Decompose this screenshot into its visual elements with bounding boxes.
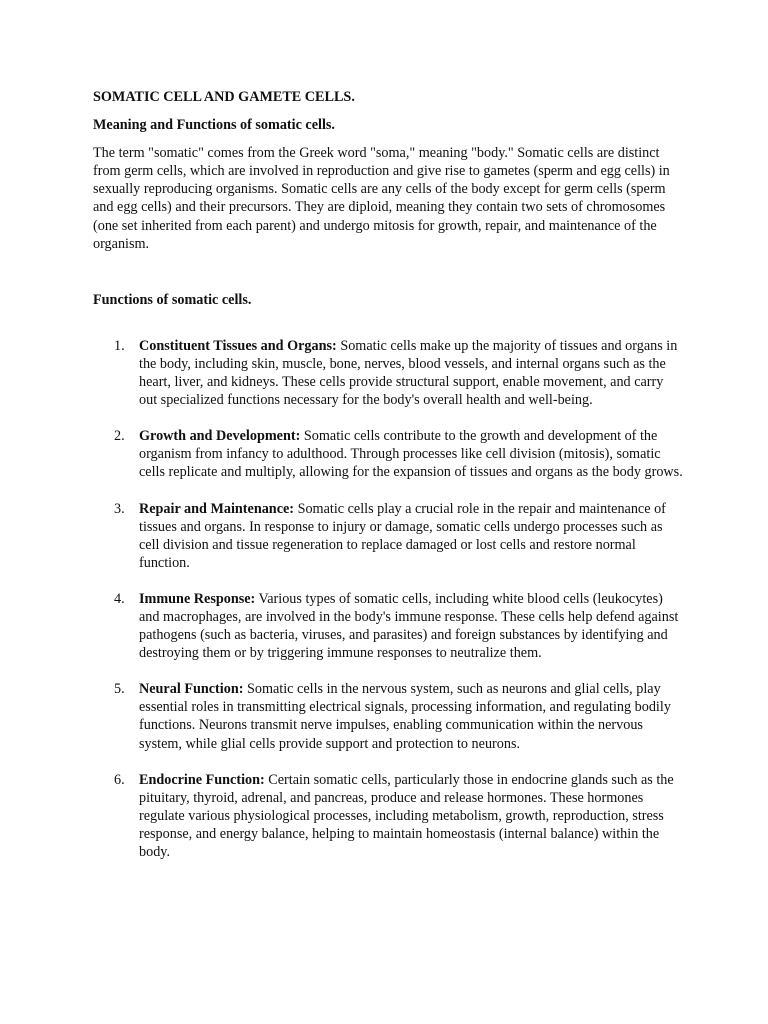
list-item [93, 680, 683, 752]
list-item-text: Somatic cells play a crucial role in the repair and maintenance of tissues and organs. In response to injury or damage, somatic cells undergo processes such as cell division and tissue regeneration to replace damaged or lost cells and restore normal function. [139, 500, 666, 571]
list-item-number: 6. [114, 771, 125, 788]
list-item [93, 771, 683, 861]
intro-paragraph: The term "somatic" comes from the Greek word "soma," meaning "body." Somatic cells are distinct from germ cells, which are involved in reproduction and give rise to gametes (sperm and egg cells) in sexually reproducing organisms. Somatic cells are any cells of the body except for germ cells (sperm and egg cells) and their precursors. They are diploid, meaning they contain two sets of chromosomes (one set inherited from each parent) and undergo mitosis for growth, repair, and maintenance of the organism. [93, 145, 670, 252]
list-item-term: Repair and Maintenance: [139, 500, 295, 517]
list-item-text: Somatic cells in the nervous system, such as neurons and glial cells, play essential roles in transmitting electrical signals, processing information, and regulating bodily functions. Neurons transmit nerve impulses, enabling communication within the nervous system, while glial cells provide support and protection to neurons. [139, 681, 671, 752]
list-item [93, 337, 683, 409]
functions-list [93, 337, 683, 861]
document-title: SOMATIC CELL AND GAMETE CELLS. [93, 89, 355, 105]
list-item [93, 590, 683, 662]
list-item-text: Somatic cells make up the majority of tissues and organs in the body, including skin, muscle, bone, nerves, blood vessels, and internal organs such as the heart, liver, and kidneys. These cells provide structural support, enable movement, and carry out specialized functions necessary for the body's overall health and well-being. [139, 337, 678, 409]
list-item-number: 2. [114, 428, 125, 445]
document-page [93, 88, 683, 879]
list-item-number: 4. [114, 590, 125, 607]
list-item-term: Neural Function: [139, 681, 244, 698]
list-item-text: Somatic cells contribute to the growth and development of the organism from infancy to adulthood. Through processes like cell division (mitosis), somatic cells replicate and multiply, allowing for the expansion of tissues and organs as the body grows. [139, 428, 683, 481]
list-item-term: Endocrine Function: [139, 771, 265, 788]
list-item-term: Growth and Development: [139, 428, 301, 445]
functions-heading: Functions of somatic cells. [93, 291, 252, 308]
list-item [93, 427, 683, 481]
list-item-number: 3. [114, 500, 125, 517]
list-item-text: Certain somatic cells, particularly those in endocrine glands such as the pituitary, thyroid, adrenal, and pancreas, produce and release hormones. These hormones regulate various physiological processes, including metabolism, growth, reproduction, stress response, and energy balance, helping to maintain homeostasis (internal balance) within the body. [139, 771, 674, 860]
list-item-term: Constituent Tissues and Organs: [139, 337, 337, 354]
section-subtitle: Meaning and Functions of somatic cells. [93, 117, 335, 134]
list-item [93, 500, 683, 572]
list-item-number: 5. [114, 681, 125, 698]
list-item-number: 1. [114, 337, 125, 354]
list-item-text: Various types of somatic cells, including white blood cells (leukocytes) and macrophages, are involved in the body's immune response. These cells help defend against pathogens (such as bacteria, viruses, and parasites) and foreign substances by identifying and destroying them or by triggering immune responses to neutralize them. [139, 590, 679, 662]
list-item-term: Immune Response: [139, 590, 256, 607]
